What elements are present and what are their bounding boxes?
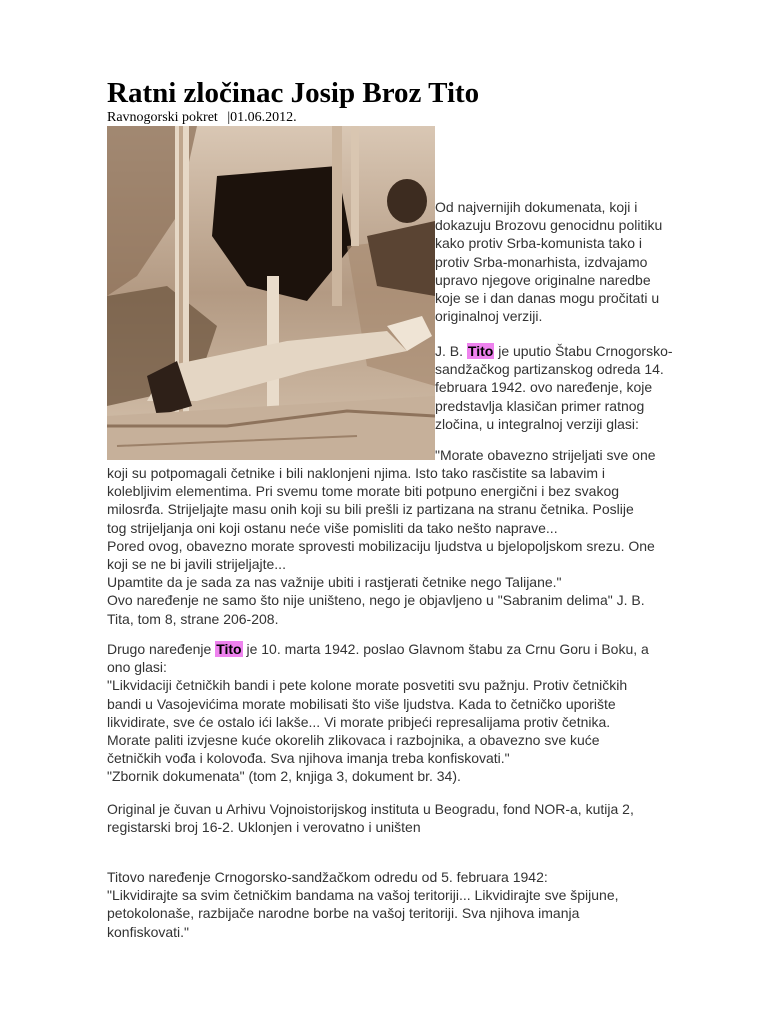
intro-line: upravo njegove originalne naredbe [435,271,651,288]
article-date: 01.06.2012. [230,110,297,125]
quote1-line: "Morate obavezno strijeljati sve one [435,447,656,463]
quote1-line: Upamtite da je sada za nas važnije ubiti i rastjerati četnike nego Talijane." [107,574,562,591]
intro-line: protiv Srba-monarhista, izdvajamo [435,253,648,270]
order1-paragraph [435,342,735,433]
order1-suffix: je uputio Štabu Crnogorsko- [494,343,673,359]
order2-line: Morate paliti izvjesne kuće okorelih zlikovaca i razbojnika, a obavezno sve kuće [107,732,600,749]
highlight-tito: Tito [216,641,242,657]
quote1-line: Tita, tom 8, strane 206-208. [107,610,279,627]
quote1-line: koji se ne bi javili strijeljajte... [107,556,286,573]
order2-prefix: Drugo naređenje [107,641,216,657]
archive-line: Original je čuvan u Arhivu Vojnoistorijskog instituta u Beogradu, fond NOR-a, kutija 2, [107,801,634,817]
order2-paragraph [107,640,717,786]
quote1-line: tog strijeljanja oni koji ostanu neće više pomisliti da tako nešto naprave... [107,519,558,536]
archive-line: registarski broj 16-2. Uklonjen i verovatno i uništen [107,819,421,836]
highlight-tito: Tito [467,343,494,359]
order3-line: Titovo naređenje Crnogorsko-sandžačkom odredu od 5. februara 1942: [107,869,548,885]
order1-line: februara 1942. ovo naređenje, koje [435,379,653,396]
order2-line: ono glasi: [107,659,167,676]
order3-line: "Likvidirajte sa svim četničkim bandama na vašoj teritoriji... Likvidirajte sve špijune, [107,887,619,904]
article-source: Ravnogorski pokret [107,110,218,125]
order2-line: "Likvidaciji četničkih bandi i pete kolone morate posvetiti svu pažnju. Protiv četničkih [107,677,628,694]
quote1-line: Pored ovog, obavezno morate sprovesti mobilizaciju ljudstva u bjelopoljskom srezu. One [107,537,655,554]
intro-line: Od najvernijih dokumenata, koji i [435,199,638,215]
archive-paragraph [107,800,717,836]
order3-line: petokolonaše, razbijače narodne borbe na vašoj teritoriji. Sva njihova imanja [107,905,580,922]
quote1-line: milosrđa. Strijeljajte masu onih koji su bili prešli iz partizana na stranu četnika. Poslije [107,501,634,518]
order2-suffix: je 10. marta 1942. poslao Glavnom štabu za Crnu Goru i Boku, a [242,641,649,657]
photo-illustration [107,126,435,460]
intro-line: koje se i dan danas mogu pročitati u [435,290,660,307]
order2-line [107,640,717,658]
article-title: Ratni zločinac Josip Broz Tito [107,77,480,109]
quote1-line: kolebljivim elementima. Pri svemu tome morate biti potpuno energični i bez svakog [107,483,620,500]
intro-line: kako protiv Srba-komunista tako i [435,235,642,252]
byline-separator: | [227,110,231,125]
order1-prefix: J. B. [435,343,467,359]
historical-photo [107,126,435,460]
order1-line: sandžačkog partizanskog odreda 14. [435,361,664,378]
quote1-body [107,464,707,628]
intro-line: dokazuju Brozovu genocidnu politiku [435,217,663,234]
order2-line: "Zbornik dokumenata" (tom 2, knjiga 3, dokument br. 34). [107,768,461,785]
order3-line: konfiskovati." [107,923,190,940]
quote1-line: Ovo naređenje ne samo što nije uništeno, nego je objavljeno u "Sabranim delima" J. B. [107,592,645,609]
order1-line: predstavlja klasičan primer ratnog [435,397,645,414]
order2-line: likvidirate, sve će ostalo ići lakše... Vi morate pribjeći represalijama protiv četnika. [107,713,611,730]
order1-line: zločina, u integralnoj verziji glasi: [435,415,639,432]
quote1-line: koji su potpomagali četnike i bili naklonjeni njima. Isto tako rasčistite sa labavim i [107,465,606,481]
article-byline [107,110,297,126]
order2-line: bandi u Vasojevićima morate mobilisati što više ljudstva. Kada to četničko uporište [107,695,616,712]
intro-line: originalnoj verziji. [435,308,543,325]
quote1-paragraph [435,446,735,464]
order3-paragraph [107,868,717,941]
intro-paragraph [435,198,735,325]
order1-line [435,342,735,360]
order2-line: četničkih vođa i kolovođa. Sva njihova imanja treba konfiskovati." [107,750,510,767]
